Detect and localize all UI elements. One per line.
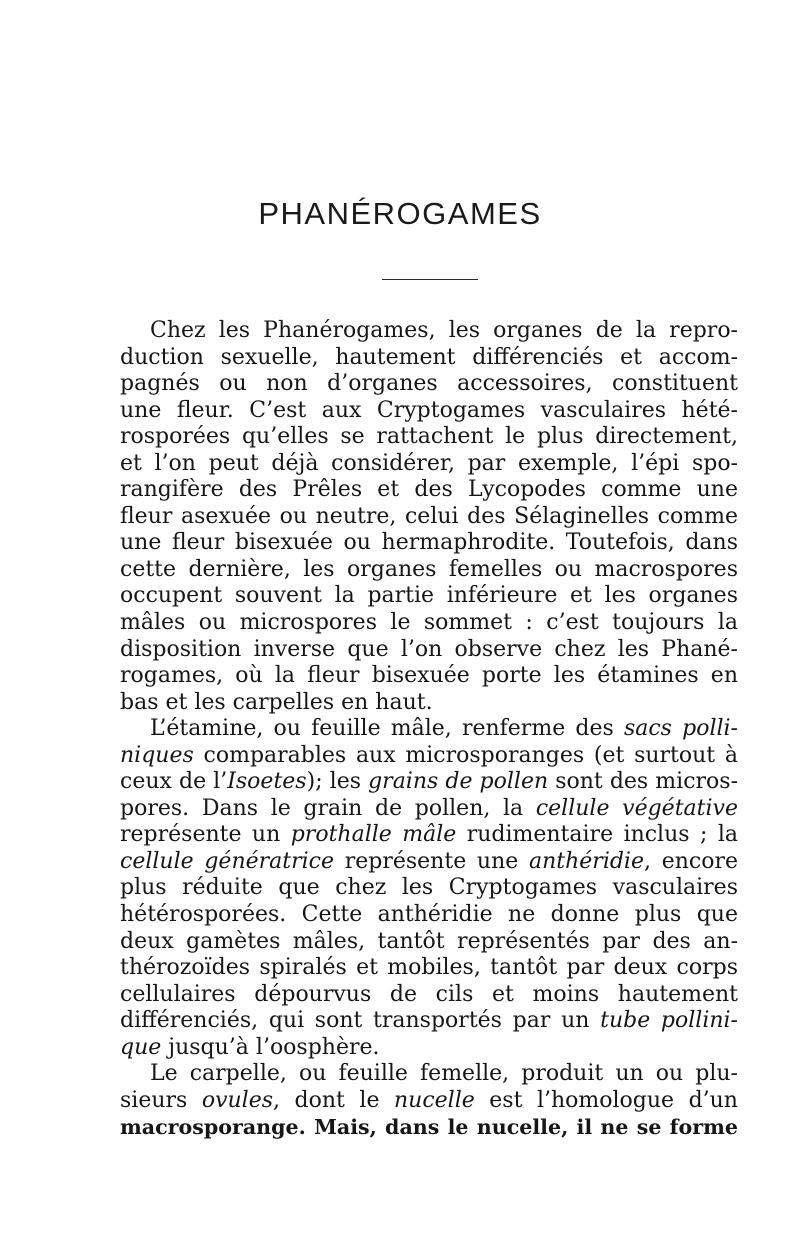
- italic-term: que: [120, 1034, 162, 1060]
- text-run: rogames, où la fleur bisexuée porte les étamines en: [120, 663, 738, 689]
- text-line: [120, 610, 738, 637]
- text-run: rosporées qu’elles se rattachent le plus directement,: [120, 424, 738, 450]
- text-line: [120, 583, 738, 610]
- text-line: [120, 1114, 738, 1141]
- text-run: une fleur. C’est aux Cryptogames vasculaires hété-: [120, 397, 738, 423]
- text-run: représente un: [120, 822, 291, 848]
- text-line: [120, 530, 738, 557]
- text-run: et l’on peut déjà considérer, par exemple, l’épi spo-: [120, 450, 738, 476]
- italic-term: niques: [120, 742, 194, 768]
- text-run: occupent souvent la partie inférieure et les organes: [120, 583, 738, 609]
- text-run: cellulaires dépourvus de cils et moins hautement: [120, 981, 738, 1007]
- text-run: rangifère des Prêles et des Lycopodes comme une: [120, 477, 738, 503]
- text-run: est l’homologue d’un: [474, 1087, 738, 1113]
- text-run: duction sexuelle, hautement différenciés et accom-: [120, 344, 738, 370]
- text-line: [120, 982, 738, 1009]
- text-run: ); les: [306, 769, 369, 795]
- text-line: [120, 1061, 738, 1088]
- text-run: Le carpelle, ou feuille femelle, produit un ou plu-: [150, 1061, 738, 1087]
- text-run: pagnés ou non d’organes accessoires, constituent: [120, 371, 738, 397]
- text-run: hétérosporées. Cette anthéridie ne donne plus que: [120, 902, 738, 928]
- text-run: jusqu’à l’oosphère.: [161, 1034, 380, 1060]
- text-run: plus réduite que chez les Cryptogames vasculaires: [120, 875, 738, 901]
- text-run: ceux de l’: [120, 769, 228, 795]
- paragraph: [120, 318, 738, 716]
- text-line: [120, 955, 738, 982]
- text-line: [120, 902, 738, 929]
- text-line: [120, 477, 738, 504]
- text-run: cette dernière, les organes femelles ou macrospores: [120, 556, 738, 582]
- paragraph: [120, 716, 738, 1061]
- text-run: rudimentaire inclus ; la: [456, 822, 738, 848]
- text-line: [120, 637, 738, 664]
- text-line: [120, 743, 738, 770]
- text-line: [120, 1008, 738, 1035]
- italic-term: anthéridie: [528, 848, 644, 874]
- body-text: [120, 318, 738, 1141]
- chapter-title: PHANÉROGAMES: [258, 196, 542, 231]
- text-run: fleur asexuée ou neutre, celui des Sélaginelles comme: [120, 503, 738, 529]
- text-line: [120, 371, 738, 398]
- text-line: [120, 398, 738, 425]
- italic-term: cellule végétative: [535, 795, 738, 821]
- text-line: [120, 875, 738, 902]
- text-line: [120, 849, 738, 876]
- text-run: sieurs: [120, 1087, 202, 1113]
- text-run: mâles ou microspores le sommet : c’est toujours la: [120, 610, 738, 636]
- text-line: [120, 424, 738, 451]
- text-run: , encore: [644, 848, 738, 874]
- text-run: bas et les carpelles en haut.: [120, 689, 433, 715]
- text-line: [120, 1035, 738, 1062]
- text-run: disposition inverse que l’on observe chez les Phané-: [120, 636, 738, 662]
- text-line: [120, 796, 738, 823]
- text-line: [120, 345, 738, 372]
- text-line: [120, 690, 738, 717]
- text-line: [120, 557, 738, 584]
- italic-term: sacs polli-: [623, 716, 738, 742]
- italic-term: tube pollini-: [600, 1008, 738, 1034]
- text-run: Chez les Phanérogames, les organes de la repro-: [150, 318, 738, 343]
- paragraph: [120, 1061, 738, 1141]
- text-line: [120, 663, 738, 690]
- text-line: [120, 716, 738, 743]
- text-run: différenciés, qui sont transportés par un: [120, 1008, 601, 1034]
- text-run: macrosporange. Mais, dans le nucelle, il ne se forme: [120, 1115, 738, 1140]
- text-line: [120, 451, 738, 478]
- text-run: comparables aux microsporanges (et surtout à: [193, 742, 738, 768]
- italic-term: cellule génératrice: [120, 848, 335, 874]
- text-run: , dont le: [273, 1087, 394, 1113]
- text-run: une fleur bisexuée ou hermaphrodite. Toutefois, dans: [120, 530, 738, 556]
- text-run: pores. Dans le grain de pollen, la: [120, 795, 536, 821]
- italic-term: prothalle mâle: [290, 822, 457, 848]
- text-run: thérozoïdes spiralés et mobiles, tantôt par deux corps: [120, 955, 738, 981]
- title-divider-rule: [382, 279, 478, 280]
- text-line: [120, 318, 738, 345]
- italic-term: grains de pollen: [368, 769, 549, 795]
- text-run: sont des micros-: [548, 769, 738, 795]
- italic-term: Isoetes: [227, 769, 307, 795]
- text-run: représente une: [334, 848, 529, 874]
- text-line: [120, 769, 738, 796]
- text-line: [120, 504, 738, 531]
- italic-term: ovules: [201, 1087, 274, 1113]
- italic-term: nucelle: [393, 1087, 475, 1113]
- text-line: [120, 929, 738, 956]
- text-line: [120, 822, 738, 849]
- text-line: [120, 1088, 738, 1115]
- text-run: L’étamine, ou feuille mâle, renferme des: [150, 716, 624, 742]
- text-run: deux gamètes mâles, tantôt représentés par des an-: [120, 928, 738, 954]
